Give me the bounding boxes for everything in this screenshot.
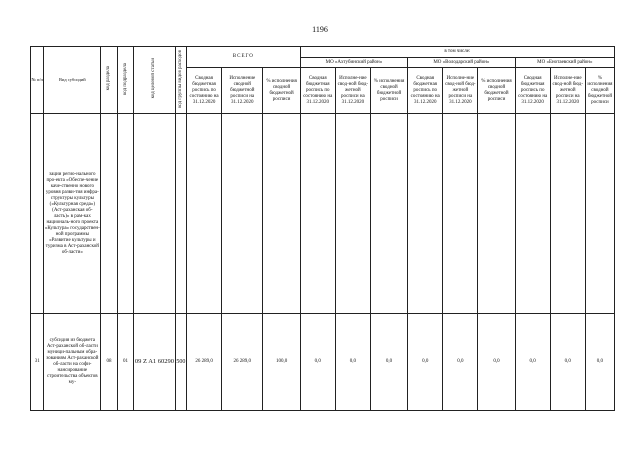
header-total: ВСЕГО xyxy=(187,47,301,68)
header-mo1-exec: Исполне-ние свод-ной бюд-жетной росписи на 31.12.2020 xyxy=(335,68,370,114)
header-mo-3: МО «Енотаевский район» xyxy=(515,58,614,68)
row-section xyxy=(101,114,118,314)
header-mo1-plan: Сводная бюджетная роспись по состоянию на 31.12.2020 xyxy=(300,68,335,114)
header-mo3-plan: Сводная бюджетная роспись по состоянию на 31.12.2020 xyxy=(515,68,550,114)
row-value: 0,0 xyxy=(408,314,443,411)
row-value xyxy=(443,114,478,314)
row-value: 0,0 xyxy=(550,314,585,411)
header-mo-1: МО «Ахтубинский район» xyxy=(300,58,407,68)
row-subsection xyxy=(117,114,134,314)
row-value xyxy=(187,114,222,314)
page-number: 1196 xyxy=(312,25,328,34)
header-subsection: код подраздела xyxy=(117,47,134,114)
header-target: код целевой статьи xyxy=(134,47,175,114)
row-value xyxy=(550,114,585,314)
row-value xyxy=(515,114,550,314)
row-value xyxy=(222,114,263,314)
row-group: 500 xyxy=(175,314,186,411)
header-total-exec: Исполнение сводной бюджетной росписи на 31.12.2020 xyxy=(222,68,263,114)
row-num xyxy=(31,114,44,314)
header-num: № п/п xyxy=(31,47,44,114)
row-value xyxy=(300,114,335,314)
row-value: 0,0 xyxy=(370,314,407,411)
table-row xyxy=(31,314,615,411)
header-mo2-pct: % исполнения сводной бюджетной росписи xyxy=(478,68,515,114)
header-total-pct: % исполнения сводной бюджетной росписи xyxy=(263,68,300,114)
row-subsection: 01 xyxy=(117,314,134,411)
header-total-plan: Сводная бюджетная роспись по состоянию на 31.12.2020 xyxy=(187,68,222,114)
row-value xyxy=(408,114,443,314)
row-value: 0,0 xyxy=(585,314,614,411)
header-section: код раздела xyxy=(101,47,118,114)
row-subsidy: зации регио-нального про-екта «Обеспе-чение каче-ственно нового уровня разви-тия инфра-структуры культуры («Культурная среда») (Аст-раханская об-ласть)» в рам-ках националь-ного проекта «Культура» государствен-ной программы «Развитие культуры и туризма в Аст-раханской об-ласти» xyxy=(44,114,101,314)
row-value xyxy=(585,114,614,314)
header-mo1-pct: % исполнения сводной бюджетной росписи xyxy=(370,68,407,114)
row-section: 08 xyxy=(101,314,118,411)
row-value xyxy=(370,114,407,314)
header-including: в том числе: xyxy=(300,47,614,58)
header-subsidy: Вид субсидий xyxy=(44,47,101,114)
row-value xyxy=(263,114,300,314)
table-row xyxy=(31,114,615,314)
header-mo3-exec: Исполне-ние свод-ной бюд-жетной росписи на 31.12.2020 xyxy=(550,68,585,114)
row-subsidy: субсидия из бюджета Аст-раханской об-ласти муници-пальным обра-зованиям Аст-раханской об-ласти на софи-нансирование строительства объектов му- xyxy=(44,314,101,411)
row-value: 100,0 xyxy=(263,314,300,411)
budget-table xyxy=(30,46,615,411)
row-value: 0,0 xyxy=(443,314,478,411)
header-mo2-exec: Исполне-ние свод-ной бюд-жетной росписи на 31.12.2020 xyxy=(443,68,478,114)
row-value: 0,0 xyxy=(335,314,370,411)
row-target: 09 Z A1 60290 xyxy=(134,314,175,411)
row-value xyxy=(335,114,370,314)
row-value xyxy=(478,114,515,314)
row-value: 0,0 xyxy=(300,314,335,411)
row-value: 26 289,0 xyxy=(187,314,222,411)
header-mo3-pct: % исполнения сводной бюджетной росписи xyxy=(585,68,614,114)
row-value: 0,0 xyxy=(515,314,550,411)
header-mo2-plan: Сводная бюджетная роспись по состоянию на 31.12.2020 xyxy=(408,68,443,114)
row-target xyxy=(134,114,175,314)
row-num: 31 xyxy=(31,314,44,411)
header-mo-2: МО «Володарский район» xyxy=(408,58,515,68)
row-value: 26 289,0 xyxy=(222,314,263,411)
row-group xyxy=(175,114,186,314)
row-value: 0,0 xyxy=(478,314,515,411)
header-group: код группы видов расходов xyxy=(175,47,186,114)
